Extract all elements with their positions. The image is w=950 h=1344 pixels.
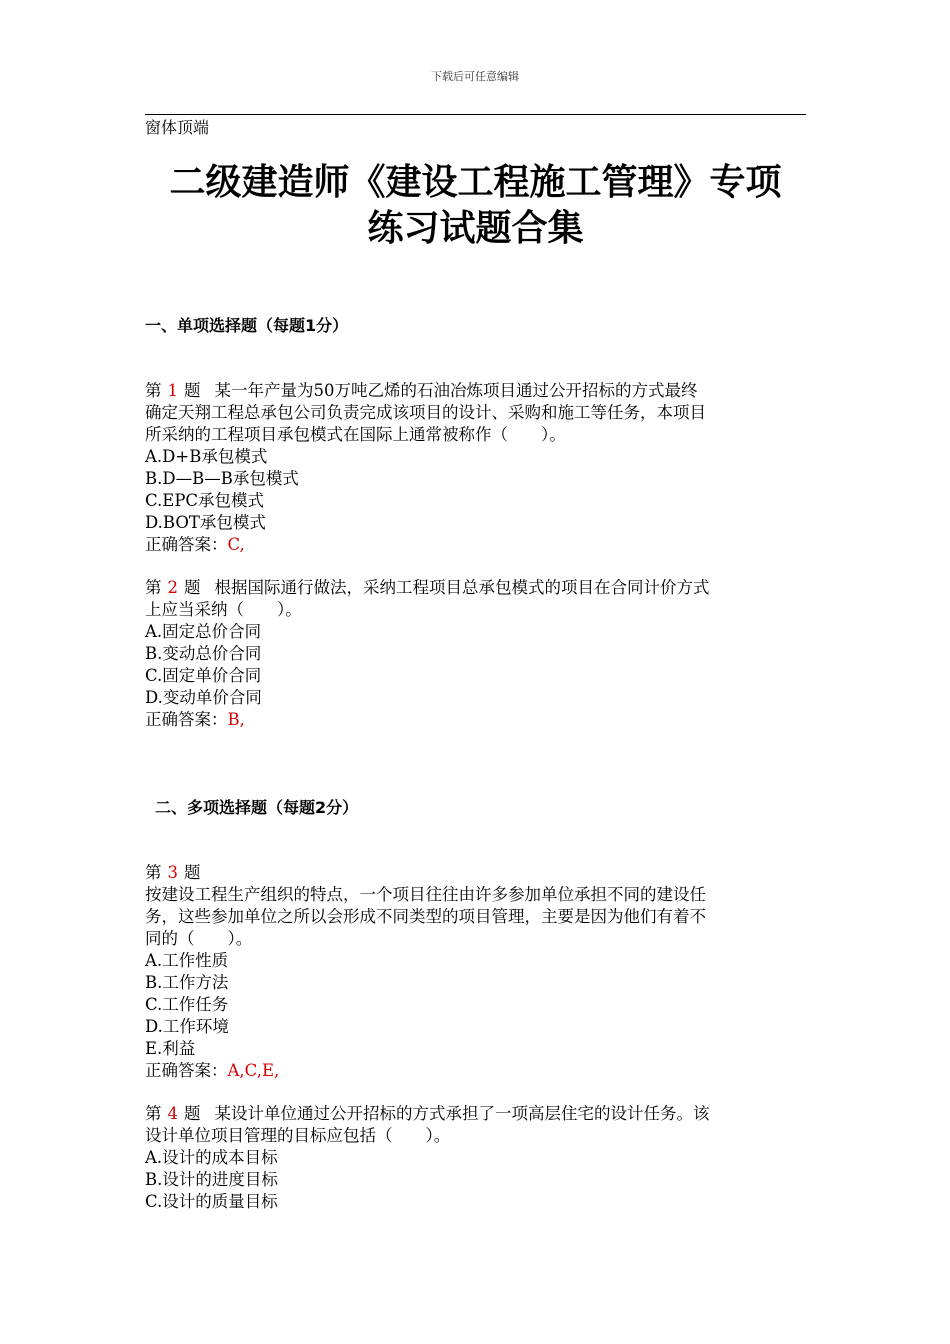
- question-stem: [145, 380, 807, 402]
- option-c: C.EPC承包模式: [145, 491, 265, 510]
- question-text-line: 某一年产量为50万吨乙烯的石油冶炼项目通过公开招标的方式最终: [214, 381, 698, 400]
- question-4: [145, 1103, 807, 1213]
- question-text-line: 所采纳的工程项目承包模式在国际上通常被称作（ ）。: [145, 425, 566, 444]
- option-d: D.变动单价合同: [145, 688, 262, 707]
- question-number: 4: [167, 1104, 178, 1123]
- question-suffix: 题: [184, 863, 201, 882]
- question-2: [145, 577, 807, 731]
- section-heading-multiple-choice: 二、多项选择题（每题2分）: [155, 798, 359, 817]
- question-number: 3: [167, 863, 178, 882]
- section-heading-single-choice: 一、单项选择题（每题1分）: [145, 316, 349, 335]
- option-b: B.设计的进度目标: [145, 1170, 278, 1189]
- answer-value: B,: [227, 710, 245, 729]
- answer-label: 正确答案：: [145, 535, 228, 554]
- question-prefix: 第: [145, 1104, 162, 1123]
- option-a: A.D+B承包模式: [145, 447, 268, 466]
- question-text-line: 上应当采纳（ ）。: [145, 600, 302, 619]
- answer-label: 正确答案：: [145, 710, 228, 729]
- option-d: D.工作环境: [145, 1017, 229, 1036]
- option-c: C.设计的质量目标: [145, 1192, 278, 1211]
- option-c: C.工作任务: [145, 995, 229, 1014]
- question-text-line: 确定天翔工程总承包公司负责完成该项目的设计、采购和施工等任务，本项目: [145, 403, 706, 422]
- question-prefix: 第: [145, 578, 162, 597]
- option-d: D.BOT承包模式: [145, 513, 266, 532]
- form-top-label: 窗体顶端: [145, 118, 210, 137]
- answer-row: [145, 1060, 807, 1082]
- question-prefix: 第: [145, 863, 162, 882]
- question-1: [145, 380, 807, 556]
- option-c: C.固定单价合同: [145, 666, 262, 685]
- answer-value: C,: [227, 535, 245, 554]
- question-suffix: 题: [184, 578, 201, 597]
- document-title: [145, 160, 806, 252]
- answer-value: A,C,E,: [227, 1061, 280, 1080]
- question-stem: [145, 862, 807, 884]
- answer-label: 正确答案：: [145, 1061, 228, 1080]
- question-text-line: 根据国际通行做法，采纳工程项目总承包模式的项目在合同计价方式: [214, 578, 710, 597]
- option-e: E.利益: [145, 1039, 196, 1058]
- option-a: A.设计的成本目标: [145, 1148, 278, 1167]
- question-3: [145, 862, 807, 1082]
- option-b: B.变动总价合同: [145, 644, 262, 663]
- question-text-line: 某设计单位通过公开招标的方式承担了一项高层住宅的设计任务。该: [214, 1104, 710, 1123]
- question-text-line: 设计单位项目管理的目标应包括（ ）。: [145, 1126, 451, 1145]
- question-text-line: 按建设工程生产组织的特点，一个项目往往由许多参加单位承担不同的建设任: [145, 885, 706, 904]
- question-number: 2: [167, 578, 178, 597]
- answer-row: [145, 709, 807, 731]
- top-rule: [145, 114, 806, 115]
- question-text-line: 务，这些参加单位之所以会形成不同类型的项目管理，主要是因为他们有着不: [145, 907, 706, 926]
- question-text-line: 同的（ ）。: [145, 929, 253, 948]
- title-line-2: 练习试题合集: [367, 208, 584, 249]
- question-number: 1: [167, 381, 178, 400]
- question-stem: [145, 577, 807, 599]
- option-b: B.工作方法: [145, 973, 229, 992]
- title-line-1: 二级建造师《建设工程施工管理》专项: [169, 162, 782, 203]
- option-a: A.工作性质: [145, 951, 229, 970]
- header-note: 下载后可任意编辑: [431, 70, 519, 83]
- question-suffix: 题: [184, 381, 201, 400]
- option-b: B.D—B—B承包模式: [145, 469, 299, 488]
- option-a: A.固定总价合同: [145, 622, 262, 641]
- answer-row: [145, 534, 807, 556]
- question-prefix: 第: [145, 381, 162, 400]
- question-suffix: 题: [184, 1104, 201, 1123]
- question-stem: [145, 1103, 807, 1125]
